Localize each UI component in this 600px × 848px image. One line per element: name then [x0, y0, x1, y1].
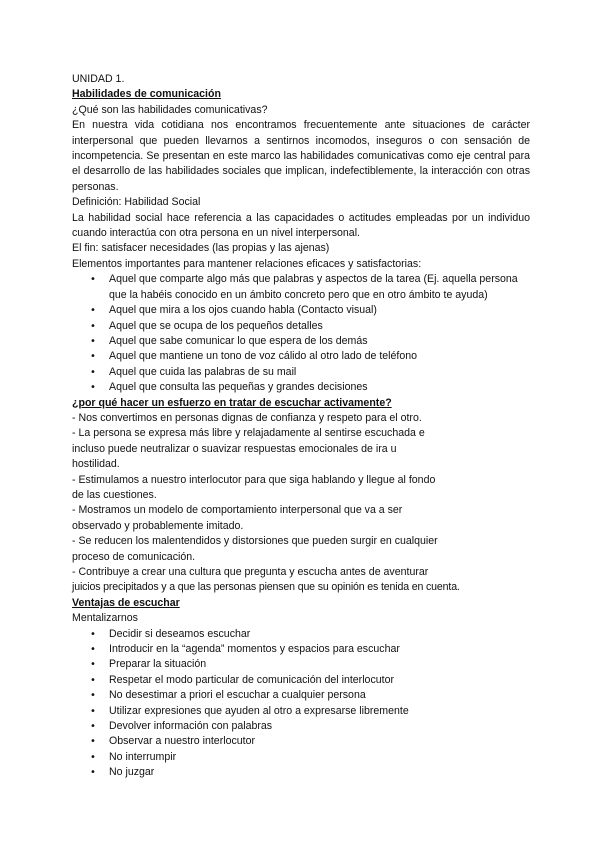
- subheading-mentalize: Mentalizarnos: [72, 612, 138, 625]
- advantages-list: [72, 627, 530, 781]
- section-heading-active-listening: ¿por qué hacer un esfuerzo en tratar de escuchar activamente?: [72, 396, 392, 409]
- text-line: de las cuestiones.: [72, 488, 157, 501]
- document-body: [72, 72, 530, 781]
- definition-text: La habilidad social hace referencia a las capacidades o actitudes empleadas por un individuo cuando interactúa con otra persona en un nivel interpersonal.: [72, 211, 530, 240]
- question-text: ¿Qué son las habilidades comunicativas?: [72, 103, 268, 116]
- intro-paragraph: En nuestra vida cotidiana nos encontramos frecuentemente ante situaciones de carácter interpersonal que pueden llevarnos a sentirnos incomodos, inseguros o con sensación de incompetencia. Se presentan en este marco las habilidades comunicativas como eje central para el desarrollo de las habilidades sociales que implican, indefectiblemente, la interacción con otras personas.: [72, 119, 530, 193]
- text-line: - Mostramos un modelo de comportamiento interpersonal que va a ser: [72, 504, 403, 517]
- list-item: • Aquel que mira a los ojos cuando habla (Contacto visual): [72, 303, 530, 318]
- list-item: • Devolver información con palabras: [72, 719, 530, 734]
- list-item: • Decidir si deseamos escuchar: [72, 627, 530, 642]
- list-item: • Aquel que comparte algo más que palabras y aspectos de la tarea (Ej. aquella persona que la habéis conocido en un ámbito concreto pero que en otro ámbito te ayuda): [72, 272, 530, 303]
- text-line: - Contribuye a crear una cultura que pregunta y escucha antes de aventurar: [72, 566, 429, 578]
- list-item: • Utilizar expresiones que ayuden al otro a expresarse libremente: [72, 704, 530, 719]
- list-item: • Introducir en la “agenda” momentos y espacios para escuchar: [72, 642, 530, 657]
- list-item: • No juzgar: [72, 765, 530, 780]
- text-line: observado y probablemente imitado.: [72, 519, 244, 532]
- section-heading-communication-skills: Habilidades de comunicación: [72, 88, 221, 101]
- text-line: - Estimulamos a nuestro interlocutor para que siga hablando y llegue al fondo: [72, 473, 436, 486]
- text-line: - La persona se expresa más libre y relajadamente al sentirse escuchada e: [72, 427, 425, 440]
- text-line: hostilidad.: [72, 458, 120, 471]
- definition-label: Definición: Habilidad Social: [72, 196, 201, 209]
- list-item: • No interrumpir: [72, 750, 530, 765]
- unit-title: UNIDAD 1.: [72, 73, 125, 85]
- text-line: - Nos convertimos en personas dignas de confianza y respeto para el otro.: [72, 411, 422, 424]
- elements-intro: Elementos importantes para mantener relaciones eficaces y satisfactorias:: [72, 257, 422, 270]
- list-item: • Aquel que mantiene un tono de voz cálido al otro lado de teléfono: [72, 349, 530, 364]
- text-line: incluso puede neutralizar o suavizar respuestas emocionales de ira u: [72, 442, 397, 455]
- text-line: juicios precipitados y a que las personas piensen que su opinión es tenida en cuenta.: [72, 581, 460, 594]
- list-item: • Observar a nuestro interlocutor: [72, 734, 530, 749]
- list-item: • Respetar el modo particular de comunicación del interlocutor: [72, 673, 530, 688]
- text-line: - Se reducen los malentendidos y distorsiones que pueden surgir en cualquier: [72, 535, 438, 548]
- elements-list: [72, 272, 530, 395]
- list-item: • Aquel que cuida las palabras de su mail: [72, 365, 530, 380]
- list-item: • Aquel que consulta las pequeñas y grandes decisiones: [72, 380, 530, 395]
- list-item: • Aquel que se ocupa de los pequeños detalles: [72, 319, 530, 334]
- list-item: • Aquel que sabe comunicar lo que espera de los demás: [72, 334, 530, 349]
- text-line: proceso de comunicación.: [72, 550, 196, 563]
- list-item: • No desestimar a priori el escuchar a cualquier persona: [72, 688, 530, 703]
- list-item: • Preparar la situación: [72, 657, 530, 672]
- section-heading-listening-advantages: Ventajas de escuchar: [72, 596, 180, 609]
- goal-text: El fin: satisfacer necesidades (las propias y las ajenas): [72, 242, 330, 255]
